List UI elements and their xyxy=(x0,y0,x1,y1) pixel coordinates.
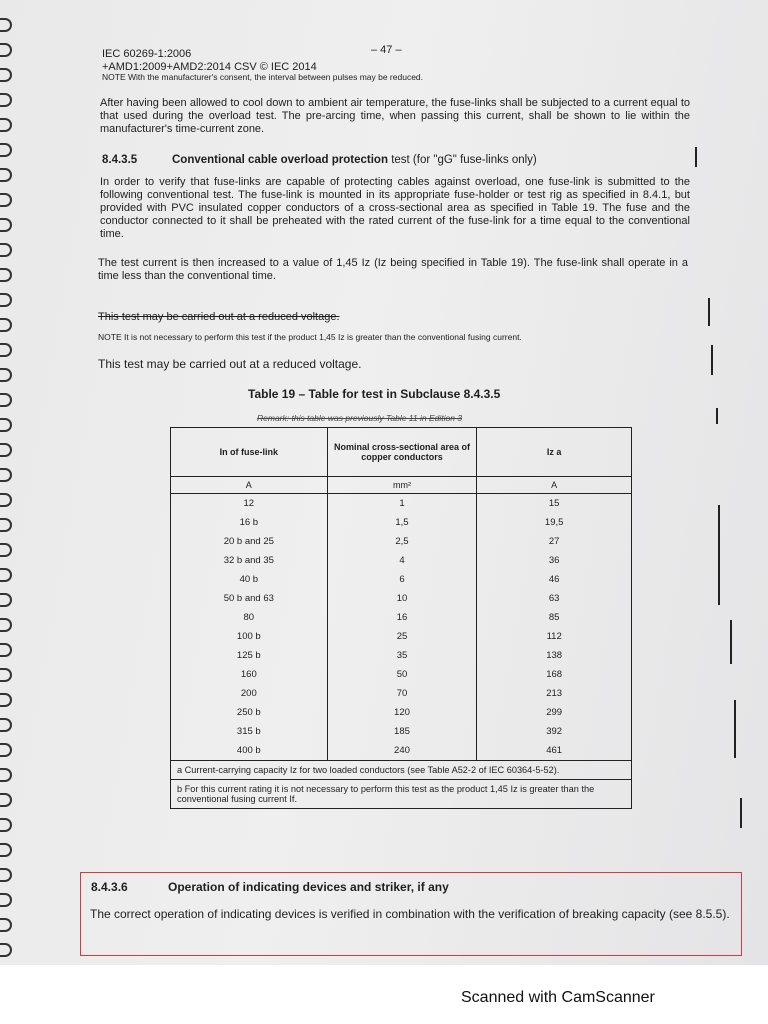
binding-ring xyxy=(0,293,12,307)
section-title: Operation of indicating devices and striker, if any xyxy=(168,880,449,894)
section-8436-heading xyxy=(91,880,449,894)
section-title: Conventional cable overload protection xyxy=(172,154,388,166)
cell-rating: 16 b xyxy=(171,513,328,532)
binding-ring xyxy=(0,868,12,882)
cell-area: 185 xyxy=(327,722,477,741)
section-number: 8.4.3.5 xyxy=(102,154,138,166)
binding-ring xyxy=(0,593,12,607)
unit-iz: A xyxy=(477,477,632,494)
table-row xyxy=(171,513,632,532)
table-19 xyxy=(170,427,632,809)
binding-ring xyxy=(0,818,12,832)
cell-area: 120 xyxy=(327,703,477,722)
cell-iz: 36 xyxy=(477,551,632,570)
cell-iz: 461 xyxy=(477,741,632,761)
change-bar xyxy=(730,620,732,664)
cell-rating: 80 xyxy=(171,608,328,627)
binding-ring xyxy=(0,118,12,132)
binding-ring xyxy=(0,193,12,207)
cell-rating: 32 b and 35 xyxy=(171,551,328,570)
table-row xyxy=(171,627,632,646)
cell-area: 240 xyxy=(327,741,477,761)
paragraph-increase: The test current is then increased to a value of 1,45 Iz (Iz being specified in Table 19). The fuse-link shall operate in a time less than the conventional time. xyxy=(98,257,688,282)
binding-ring xyxy=(0,393,12,407)
cell-rating: 100 b xyxy=(171,627,328,646)
cell-iz: 213 xyxy=(477,684,632,703)
binding-ring xyxy=(0,218,12,232)
table-row xyxy=(171,646,632,665)
table-row xyxy=(171,608,632,627)
binding-ring xyxy=(0,793,12,807)
binding-ring xyxy=(0,743,12,757)
binding-ring xyxy=(0,543,12,557)
binding-ring xyxy=(0,143,12,157)
footnote-b: b For this current rating it is not necessary to perform this test as the product 1,45 Iz is greater than the conventional fusing current If. xyxy=(171,780,632,809)
binding-ring xyxy=(0,18,12,32)
column-header-in: In of fuse-link xyxy=(171,428,328,477)
note-interval: NOTE With the manufacturer's consent, the interval between pulses may be reduced. xyxy=(102,72,424,82)
page-number: – 47 – xyxy=(371,44,402,56)
change-bar xyxy=(734,700,736,758)
table-row xyxy=(171,684,632,703)
cell-iz: 27 xyxy=(477,532,632,551)
table-row xyxy=(171,722,632,741)
amendment-line: +AMD1:2009+AMD2:2014 CSV © IEC 2014 xyxy=(102,61,317,73)
cell-rating: 50 b and 63 xyxy=(171,589,328,608)
table-row xyxy=(171,494,632,514)
camscanner-watermark: Scanned with CamScanner xyxy=(461,989,655,1006)
binding-ring xyxy=(0,343,12,357)
cell-iz: 46 xyxy=(477,570,632,589)
cell-area: 70 xyxy=(327,684,477,703)
binding-ring xyxy=(0,568,12,582)
change-bar xyxy=(740,798,742,828)
binding-ring xyxy=(0,893,12,907)
cell-area: 35 xyxy=(327,646,477,665)
note-product: NOTE It is not necessary to perform this test if the product 1,45 Iz is greater than the conventional fusing current. xyxy=(98,332,522,342)
binding-ring xyxy=(0,468,12,482)
binding-ring xyxy=(0,93,12,107)
cell-rating: 12 xyxy=(171,494,328,514)
cell-rating: 160 xyxy=(171,665,328,684)
binding-ring xyxy=(0,518,12,532)
paragraph-verify: In order to verify that fuse-links are capable of protecting cables against overload, one fuse-link is submitted to the following conventional test. The fuse-link is mounted in its appropriate fuse-holder or test rig as specified in 8.4.1, but provided with PVC insulated copper conductors of a cross-sectional area as specified in Table 19. The fuse and the conductor connected to it shall be preheated with the rated current of the fuse-link for a time equal to the conventional time. xyxy=(100,176,690,240)
cell-area: 1,5 xyxy=(327,513,477,532)
footnote-a: a Current-carrying capacity Iz for two loaded conductors (see Table A52-2 of IEC 60364-5-52). xyxy=(171,761,632,780)
cell-iz: 85 xyxy=(477,608,632,627)
paragraph-cooldown: After having been allowed to cool down to ambient air temperature, the fuse-links shall be subjected to a current equal to that used during the overload test. The pre-arcing time, when passing this current, shall be shown to lie within the manufacturer's time-current zone. xyxy=(100,97,690,135)
section-title-rest: test (for "gG" fuse-links only) xyxy=(391,154,537,166)
cell-rating: 20 b and 25 xyxy=(171,532,328,551)
binding-ring xyxy=(0,443,12,457)
table-row xyxy=(171,551,632,570)
cell-iz: 299 xyxy=(477,703,632,722)
binding-ring xyxy=(0,843,12,857)
cell-rating: 125 b xyxy=(171,646,328,665)
cell-area: 6 xyxy=(327,570,477,589)
unit-area: mm² xyxy=(327,477,477,494)
binding-ring xyxy=(0,418,12,432)
table-remark: Remark: this table was previously Table 11 in Edition 3 xyxy=(257,413,463,423)
binding-ring xyxy=(0,718,12,732)
binding-ring xyxy=(0,768,12,782)
change-bar xyxy=(716,408,718,424)
cell-rating: 315 b xyxy=(171,722,328,741)
cell-area: 2,5 xyxy=(327,532,477,551)
cell-rating: 200 xyxy=(171,684,328,703)
cell-area: 16 xyxy=(327,608,477,627)
cell-iz: 15 xyxy=(477,494,632,514)
binding-ring xyxy=(0,168,12,182)
binding-ring xyxy=(0,943,12,957)
table-title: Table 19 – Table for test in Subclause 8.4.3.5 xyxy=(248,387,501,401)
table-row xyxy=(171,665,632,684)
section-number: 8.4.3.6 xyxy=(91,880,128,894)
binding-ring xyxy=(0,318,12,332)
binding-ring xyxy=(0,68,12,82)
binding-ring xyxy=(0,668,12,682)
unit-in: A xyxy=(171,477,328,494)
binding-ring xyxy=(0,618,12,632)
table-row xyxy=(171,589,632,608)
table-row xyxy=(171,532,632,551)
column-header-iz: Iz a xyxy=(477,428,632,477)
cell-rating: 40 b xyxy=(171,570,328,589)
change-bar xyxy=(711,345,713,375)
reduced-voltage-text: This test may be carried out at a reduced voltage. xyxy=(98,357,362,371)
table-row xyxy=(171,570,632,589)
cell-area: 4 xyxy=(327,551,477,570)
cell-iz: 138 xyxy=(477,646,632,665)
struck-text: This test may be carried out at a reduced voltage. xyxy=(98,311,340,323)
cell-rating: 400 b xyxy=(171,741,328,761)
table-row xyxy=(171,741,632,761)
section-8436-body: The correct operation of indicating devices is verified in combination with the verification of breaking capacity (see 8.5.5). xyxy=(90,907,730,921)
change-bar xyxy=(718,505,720,605)
cell-iz: 63 xyxy=(477,589,632,608)
column-header-area: Nominal cross-sectional area of copper conductors xyxy=(327,428,477,477)
cell-area: 25 xyxy=(327,627,477,646)
standard-id: IEC 60269-1:2006 xyxy=(102,48,192,60)
cell-area: 10 xyxy=(327,589,477,608)
change-bar xyxy=(708,298,710,326)
binding-ring xyxy=(0,268,12,282)
cell-iz: 112 xyxy=(477,627,632,646)
section-8435-heading xyxy=(102,154,537,166)
change-bar xyxy=(695,147,697,167)
binding-ring xyxy=(0,43,12,57)
cell-area: 1 xyxy=(327,494,477,514)
cell-iz: 19,5 xyxy=(477,513,632,532)
cell-iz: 168 xyxy=(477,665,632,684)
cell-area: 50 xyxy=(327,665,477,684)
binding-ring xyxy=(0,918,12,932)
binding-ring xyxy=(0,693,12,707)
binding-ring xyxy=(0,368,12,382)
cell-iz: 392 xyxy=(477,722,632,741)
cell-rating: 250 b xyxy=(171,703,328,722)
table-row xyxy=(171,703,632,722)
binding-ring xyxy=(0,643,12,657)
document-header xyxy=(102,48,317,74)
binding-ring xyxy=(0,243,12,257)
binding-ring xyxy=(0,493,12,507)
